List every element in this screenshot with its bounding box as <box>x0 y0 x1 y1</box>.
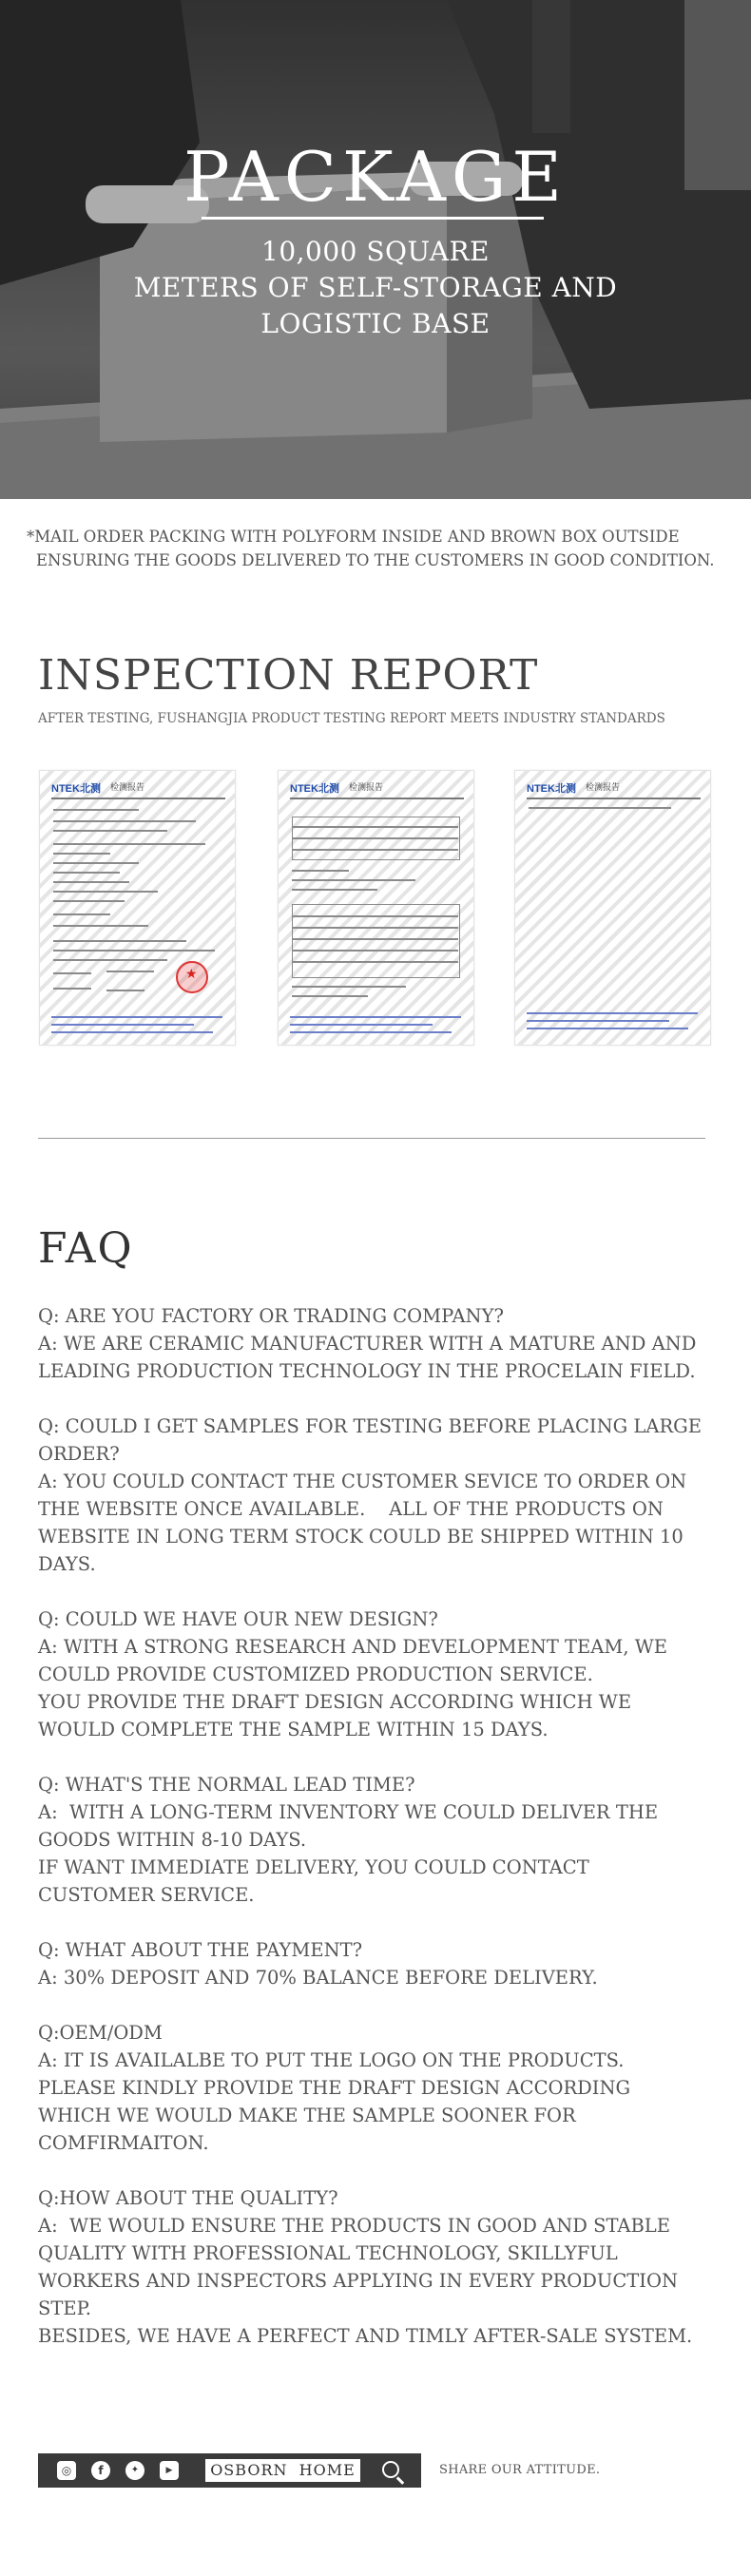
mail-note-line: *MAIL ORDER PACKING WITH POLYFORM INSIDE AND BROWN BOX OUTSIDE <box>27 528 680 546</box>
faq-question: ORDER? <box>38 1443 120 1465</box>
hero-subtitle-line: METERS OF SELF-STORAGE AND <box>133 272 618 303</box>
faq-answer-line: STEP. <box>38 2297 91 2319</box>
faq-item <box>38 1302 722 1385</box>
faq-answer-line: WEBSITE IN LONG TERM STOCK COULD BE SHIPPED WITHIN 10 <box>38 1526 684 1548</box>
faq-answer-line: A: WE ARE CERAMIC MANUFACTURER WITH A MATURE AND AND <box>38 1333 697 1355</box>
inspection-title: INSPECTION REPORT <box>38 651 539 700</box>
faq-answer-line: BESIDES, WE HAVE A PERFECT AND TIMLY AFTER-SALE SYSTEM. <box>38 2325 693 2347</box>
ntek-logo: NTEK北测 <box>290 783 339 795</box>
faq-question: Q:HOW ABOUT THE QUALITY? <box>38 2187 338 2209</box>
brand-name[interactable]: OSBORN HOME <box>205 2459 360 2482</box>
hero-title-underline <box>202 217 544 220</box>
faq-answer-line: THE WEBSITE ONCE AVAILABLE. ALL OF THE PRODUCTS ON <box>38 1498 664 1520</box>
faq-answer-line: A: WITH A LONG-TERM INVENTORY WE COULD DELIVER THE <box>38 1801 659 1823</box>
faq-question: Q: WHAT ABOUT THE PAYMENT? <box>38 1939 363 1961</box>
faq-answer-line: PLEASE KINDLY PROVIDE THE DRAFT DESIGN ACCORDING <box>38 2077 631 2099</box>
faq-answer-line: COMFIRMAITON. <box>38 2132 209 2154</box>
faq-item <box>38 2019 722 2157</box>
hero-subtitle <box>0 234 751 342</box>
inspection-report-document[interactable] <box>39 770 236 1046</box>
faq-answer-line: COULD PROVIDE CUSTOMIZED PRODUCTION SERVICE. <box>38 1663 593 1685</box>
faq-answer-line: A: WE WOULD ENSURE THE PRODUCTS IN GOOD AND STABLE <box>38 2215 670 2237</box>
faq-answer-line: WORKERS AND INSPECTORS APPLYING IN EVERY PRODUCTION <box>38 2270 679 2292</box>
faq-answer-line: YOU PROVIDE THE DRAFT DESIGN ACCORDING WHICH WE <box>38 1691 632 1713</box>
faq-answer-line: QUALITY WITH PROFESSIONAL TECHNOLOGY, SKILLYFUL <box>38 2242 618 2264</box>
faq-answer-line: IF WANT IMMEDIATE DELIVERY, YOU COULD CONTACT <box>38 1856 589 1878</box>
faq-question: Q:OEM/ODM <box>38 2022 163 2044</box>
faq-question: Q: ARE YOU FACTORY OR TRADING COMPANY? <box>38 1305 504 1327</box>
faq-list <box>38 1302 722 2377</box>
faq-answer-line: A: WITH A STRONG RESEARCH AND DEVELOPMENT TEAM, WE <box>38 1636 668 1658</box>
faq-question: Q: COULD WE HAVE OUR NEW DESIGN? <box>38 1608 438 1630</box>
twitter-icon[interactable]: ✦ <box>125 2461 144 2480</box>
hero-subtitle-line: LOGISTIC BASE <box>260 308 491 339</box>
faq-answer-line: A: IT IS AVAILALBE TO PUT THE LOGO ON THE PRODUCTS. <box>38 2049 625 2071</box>
faq-answer-line: A: YOU COULD CONTACT THE CUSTOMER SEVICE TO ORDER ON <box>38 1471 687 1492</box>
faq-question: Q: WHAT'S THE NORMAL LEAD TIME? <box>38 1774 415 1796</box>
document-title: 检测报告 <box>586 782 621 792</box>
faq-item <box>38 1413 722 1578</box>
faq-item <box>38 2184 722 2350</box>
faq-answer-line: LEADING PRODUCTION TECHNOLOGY IN THE PROCELAIN FIELD. <box>38 1360 696 1382</box>
instagram-icon[interactable]: ◎ <box>57 2461 76 2480</box>
youtube-icon[interactable]: ▶ <box>160 2461 179 2480</box>
faq-answer-line: WOULD COMPLETE THE SAMPLE WITHIN 15 DAYS. <box>38 1719 549 1740</box>
hero-subtitle-line: 10,000 SQUARE <box>261 236 490 267</box>
package-hero <box>0 0 751 499</box>
inspection-report-document[interactable] <box>514 770 711 1046</box>
faq-item <box>38 1605 722 1743</box>
faq-answer-line: A: 30% DEPOSIT AND 70% BALANCE BEFORE DELIVERY. <box>38 1967 598 1989</box>
ntek-logo: NTEK北测 <box>51 783 101 795</box>
section-divider <box>38 1138 705 1139</box>
mail-order-note <box>27 525 730 572</box>
mail-note-line: ENSURING THE GOODS DELIVERED TO THE CUSTOMERS IN GOOD CONDITION. <box>36 551 715 569</box>
faq-answer-line: CUSTOMER SERVICE. <box>38 1884 255 1906</box>
faq-question: Q: COULD I GET SAMPLES FOR TESTING BEFORE PLACING LARGE <box>38 1415 702 1437</box>
faq-answer-line: DAYS. <box>38 1553 96 1575</box>
faq-title: FAQ <box>38 1224 134 1273</box>
inspection-subtitle: AFTER TESTING, FUSHANGJIA PRODUCT TESTING REPORT MEETS INDUSTRY STANDARDS <box>38 711 665 726</box>
faq-item <box>38 1936 722 1991</box>
inspection-report-document[interactable] <box>278 770 474 1046</box>
share-tagline: SHARE OUR ATTITUDE. <box>439 2463 601 2477</box>
footer-bar <box>38 2453 421 2488</box>
faq-answer-line: GOODS WITHIN 8-10 DAYS. <box>38 1829 307 1851</box>
faq-item <box>38 1771 722 1909</box>
faq-answer-line: WHICH WE WOULD MAKE THE SAMPLE SOONER FOR <box>38 2105 576 2126</box>
hero-title: PACKAGE <box>183 137 568 217</box>
ntek-logo: NTEK北测 <box>527 783 576 795</box>
facebook-icon[interactable]: f <box>91 2461 110 2480</box>
document-title: 检测报告 <box>110 782 145 792</box>
document-title: 检测报告 <box>349 782 384 792</box>
